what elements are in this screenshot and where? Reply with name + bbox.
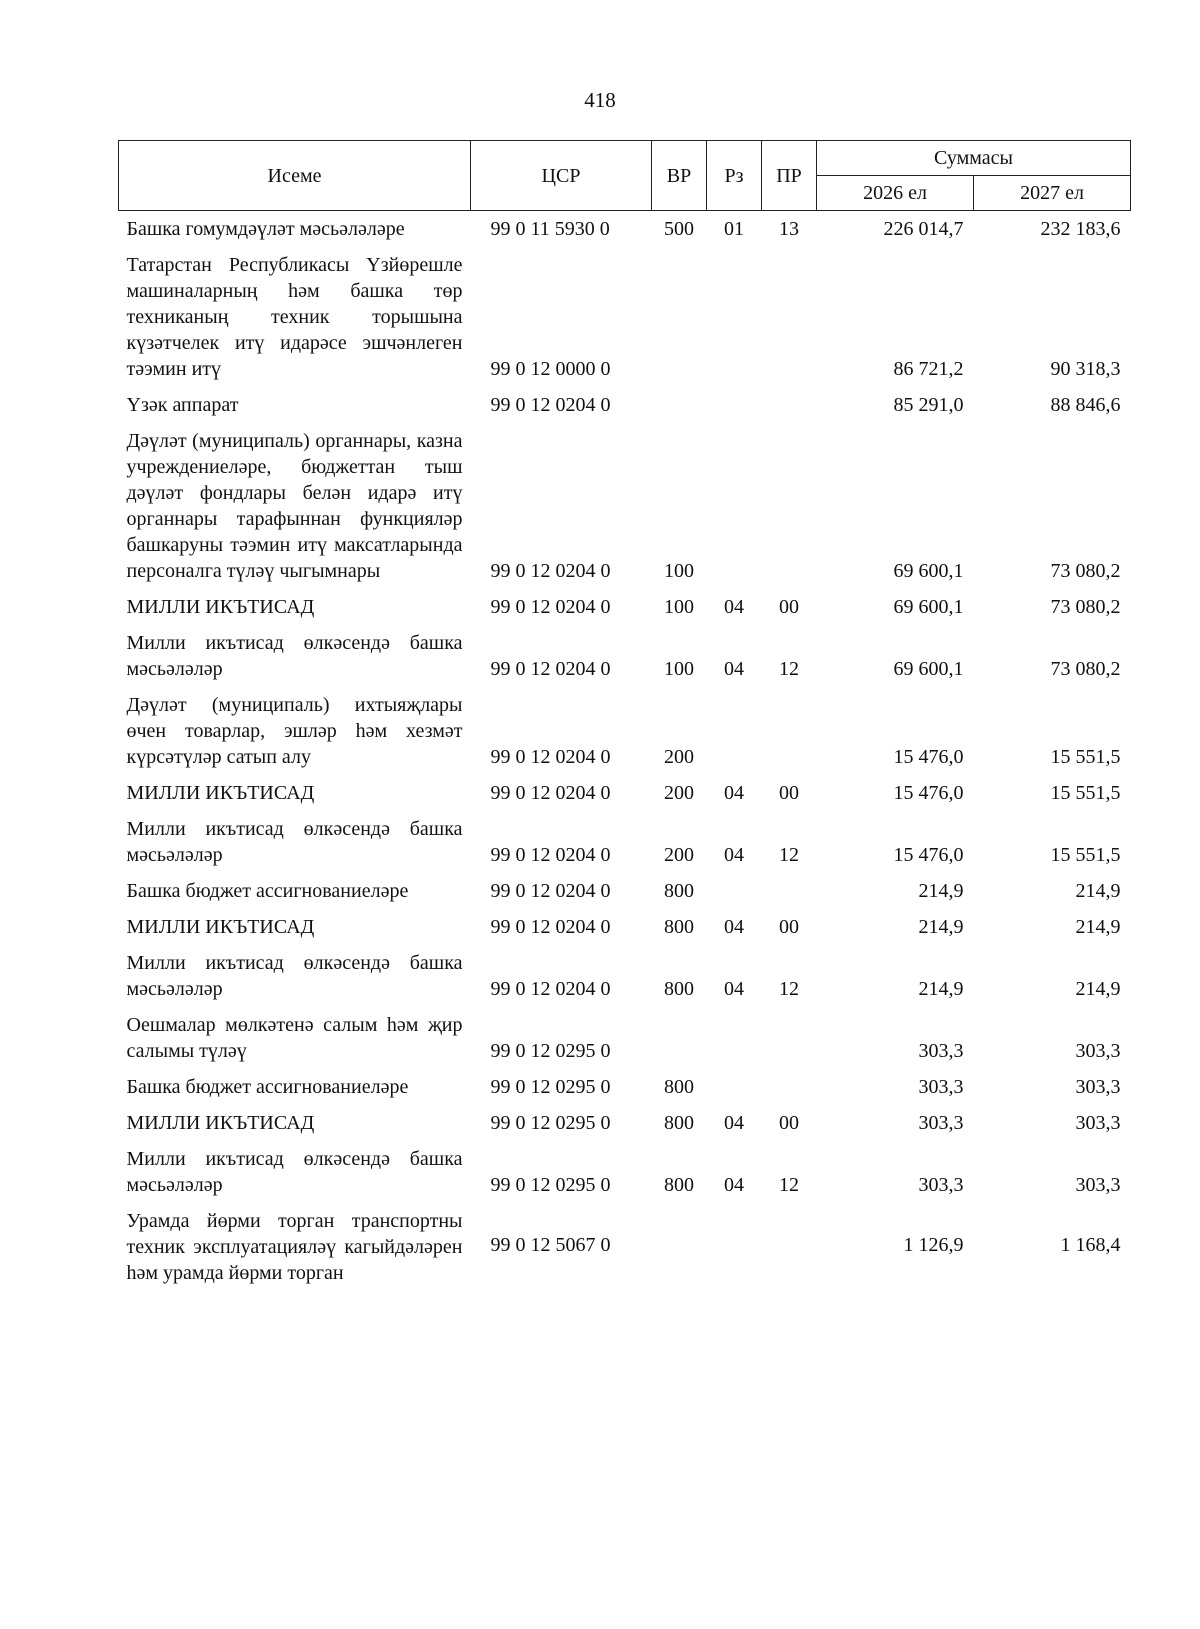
row-pr (762, 387, 817, 423)
row-name: Оешмалар мөлкәтенә салым һәм җир салымы түләү (126, 1014, 463, 1062)
row-sum-2027: 214,9 (1075, 880, 1121, 902)
row-vr: 200 (664, 746, 694, 768)
table-header (119, 141, 1131, 211)
row-sum-2027: 303,3 (1075, 1076, 1121, 1098)
row-csr: 99 0 12 0204 0 (490, 658, 611, 680)
row-rz (707, 1203, 762, 1286)
row-name: Башка бюджет ассигнованиеләре (126, 880, 409, 902)
row-vr (652, 1203, 707, 1286)
budget-table (118, 140, 1131, 1286)
row-sum-2027: 232 183,6 (1040, 218, 1121, 240)
row-pr: 12 (779, 658, 799, 680)
row-name: МИЛЛИ ИКЪТИСАД (126, 782, 315, 804)
row-csr: 99 0 12 0204 0 (490, 560, 611, 582)
row-sum-2027: 88 846,6 (1050, 394, 1121, 416)
row-vr: 100 (664, 560, 694, 582)
row-vr: 800 (664, 916, 694, 938)
row-rz: 04 (724, 1112, 744, 1134)
row-csr: 99 0 12 0204 0 (490, 782, 611, 804)
row-pr: 13 (779, 218, 799, 240)
row-vr: 200 (664, 844, 694, 866)
row-name: Башка бюджет ассигнованиеләре (126, 1076, 409, 1098)
row-name: Милли икътисад өлкәсендә башка мәсьәләләр (126, 632, 463, 680)
row-name: Үзәк аппарат (126, 394, 239, 416)
row-vr: 800 (664, 978, 694, 1000)
row-pr: 12 (779, 844, 799, 866)
header-vr: ВР (652, 141, 707, 211)
row-pr (762, 1203, 817, 1286)
row-csr: 99 0 12 0204 0 (490, 978, 611, 1000)
row-pr (762, 1007, 817, 1069)
row-sum-2026: 1 126,9 (903, 1233, 964, 1256)
row-name: Урамда йөрми торган транспортны техник эксплуатацияләү кагыйдәләрен һәм урамда йөрми торган (126, 1210, 463, 1284)
row-vr: 800 (664, 1174, 694, 1196)
row-name: МИЛЛИ ИКЪТИСАД (126, 1112, 315, 1134)
row-pr (762, 247, 817, 387)
row-csr: 99 0 12 0000 0 (490, 358, 611, 380)
row-sum-2027: 303,3 (1075, 1112, 1121, 1134)
row-pr (762, 1069, 817, 1105)
row-vr: 800 (664, 880, 694, 902)
row-sum-2027: 303,3 (1075, 1174, 1121, 1196)
table-row (119, 1141, 1131, 1203)
row-sum-2026: 69 600,1 (893, 560, 964, 582)
row-sum-2027: 214,9 (1075, 978, 1121, 1000)
row-pr: 12 (779, 1174, 799, 1196)
row-rz (707, 1007, 762, 1069)
row-csr: 99 0 12 0204 0 (490, 746, 611, 768)
row-pr (762, 687, 817, 775)
row-sum-2026: 214,9 (918, 916, 964, 938)
row-sum-2026: 226 014,7 (883, 218, 964, 240)
row-sum-2026: 303,3 (918, 1112, 964, 1134)
row-rz (707, 247, 762, 387)
row-sum-2026: 303,3 (918, 1174, 964, 1196)
row-csr: 99 0 12 0204 0 (490, 880, 611, 902)
row-name: Милли икътисад өлкәсендә башка мәсьәләләр (126, 818, 463, 866)
row-vr: 800 (664, 1076, 694, 1098)
row-sum-2026: 15 476,0 (893, 746, 964, 768)
row-csr: 99 0 12 0295 0 (490, 1112, 611, 1134)
table-row (119, 211, 1131, 248)
table-row (119, 873, 1131, 909)
row-rz (707, 423, 762, 589)
row-csr: 99 0 12 0204 0 (490, 844, 611, 866)
row-sum-2027: 15 551,5 (1050, 844, 1121, 866)
row-pr: 00 (779, 1112, 799, 1134)
table-row (119, 387, 1131, 423)
row-rz: 04 (724, 844, 744, 866)
row-vr: 100 (664, 658, 694, 680)
row-rz: 01 (724, 218, 744, 240)
header-pr: ПР (762, 141, 817, 211)
row-csr: 99 0 11 5930 0 (490, 218, 610, 240)
header-year-2027: 2027 ел (974, 176, 1131, 211)
row-pr: 00 (779, 782, 799, 804)
row-pr (762, 873, 817, 909)
row-csr: 99 0 12 0204 0 (490, 916, 611, 938)
row-name: МИЛЛИ ИКЪТИСАД (126, 916, 315, 938)
row-sum-2027: 73 080,2 (1050, 596, 1121, 618)
row-rz (707, 873, 762, 909)
row-vr (652, 1007, 707, 1069)
row-sum-2026: 214,9 (918, 880, 964, 902)
table-row (119, 811, 1131, 873)
table-row (119, 625, 1131, 687)
row-rz: 04 (724, 596, 744, 618)
row-sum-2026: 214,9 (918, 978, 964, 1000)
table-body (119, 211, 1131, 1287)
table-row (119, 945, 1131, 1007)
row-vr (652, 387, 707, 423)
row-sum-2027: 90 318,3 (1050, 358, 1121, 380)
row-name: МИЛЛИ ИКЪТИСАД (126, 596, 315, 618)
row-sum-2026: 69 600,1 (893, 596, 964, 618)
row-rz (707, 687, 762, 775)
table-row (119, 1105, 1131, 1141)
row-rz: 04 (724, 658, 744, 680)
row-sum-2027: 73 080,2 (1050, 658, 1121, 680)
row-csr: 99 0 12 0204 0 (490, 394, 611, 416)
header-csr: ЦСР (471, 141, 652, 211)
row-pr (762, 423, 817, 589)
row-name: Татарстан Республикасы Үзйөрешле машиналарның һәм башка төр техниканың техник торышына күзәтчелек итү идарәсе эшчәнлеген тәэмин итү (126, 254, 463, 380)
row-csr: 99 0 12 0295 0 (490, 1040, 611, 1062)
row-sum-2027: 73 080,2 (1050, 560, 1121, 582)
table-row (119, 1069, 1131, 1105)
row-rz: 04 (724, 1174, 744, 1196)
row-rz: 04 (724, 782, 744, 804)
row-sum-2027: 303,3 (1075, 1040, 1121, 1062)
row-sum-2026: 15 476,0 (893, 844, 964, 866)
table-row (119, 775, 1131, 811)
row-rz: 04 (724, 978, 744, 1000)
row-name: Дәүләт (муниципаль) органнары, казна учреждениеләре, бюджеттан тыш дәүләт фондлары белән идарә итү органнары тарафыннан функцияләр башкаруны тәэмин итү максатларында персоналга түләү чыгымнары (126, 430, 463, 582)
row-vr (652, 247, 707, 387)
row-sum-2027: 15 551,5 (1050, 746, 1121, 768)
row-csr: 99 0 12 0295 0 (490, 1076, 611, 1098)
row-sum-2027: 214,9 (1075, 916, 1121, 938)
row-csr: 99 0 12 0295 0 (490, 1174, 611, 1196)
row-vr: 500 (664, 218, 694, 240)
row-name: Дәүләт (муниципаль) ихтыяҗлары өчен товарлар, эшләр һәм хезмәт күрсәтүләр сатып алу (126, 694, 463, 768)
row-vr: 800 (664, 1112, 694, 1134)
row-sum-2027: 15 551,5 (1050, 782, 1121, 804)
table-row (119, 687, 1131, 775)
row-name: Башка гомумдәүләт мәсьәләләре (126, 218, 405, 240)
table-row (119, 589, 1131, 625)
header-name: Исеме (119, 141, 471, 211)
row-rz: 04 (724, 916, 744, 938)
header-rz: Рз (707, 141, 762, 211)
row-pr: 12 (779, 978, 799, 1000)
row-sum-2026: 303,3 (918, 1040, 964, 1062)
row-name: Милли икътисад өлкәсендә башка мәсьәләләр (126, 952, 463, 1000)
table-row (119, 909, 1131, 945)
header-year-2026: 2026 ел (817, 176, 974, 211)
row-sum-2027: 1 168,4 (1060, 1233, 1121, 1256)
row-name: Милли икътисад өлкәсендә башка мәсьәләләр (126, 1148, 463, 1196)
row-sum-2026: 85 291,0 (893, 394, 964, 416)
table-row (119, 1007, 1131, 1069)
row-csr: 99 0 12 5067 0 (490, 1233, 611, 1256)
row-vr: 100 (664, 596, 694, 618)
row-sum-2026: 86 721,2 (893, 358, 964, 380)
row-sum-2026: 303,3 (918, 1076, 964, 1098)
row-vr: 200 (664, 782, 694, 804)
row-csr: 99 0 12 0204 0 (490, 596, 611, 618)
row-sum-2026: 69 600,1 (893, 658, 964, 680)
header-sums: Суммасы (817, 141, 1131, 176)
page-number: 418 (584, 88, 616, 112)
table-row (119, 423, 1131, 589)
table-row (119, 247, 1131, 387)
row-pr: 00 (779, 916, 799, 938)
table-row (119, 1203, 1131, 1286)
row-rz (707, 387, 762, 423)
row-rz (707, 1069, 762, 1105)
row-sum-2026: 15 476,0 (893, 782, 964, 804)
row-pr: 00 (779, 596, 799, 618)
